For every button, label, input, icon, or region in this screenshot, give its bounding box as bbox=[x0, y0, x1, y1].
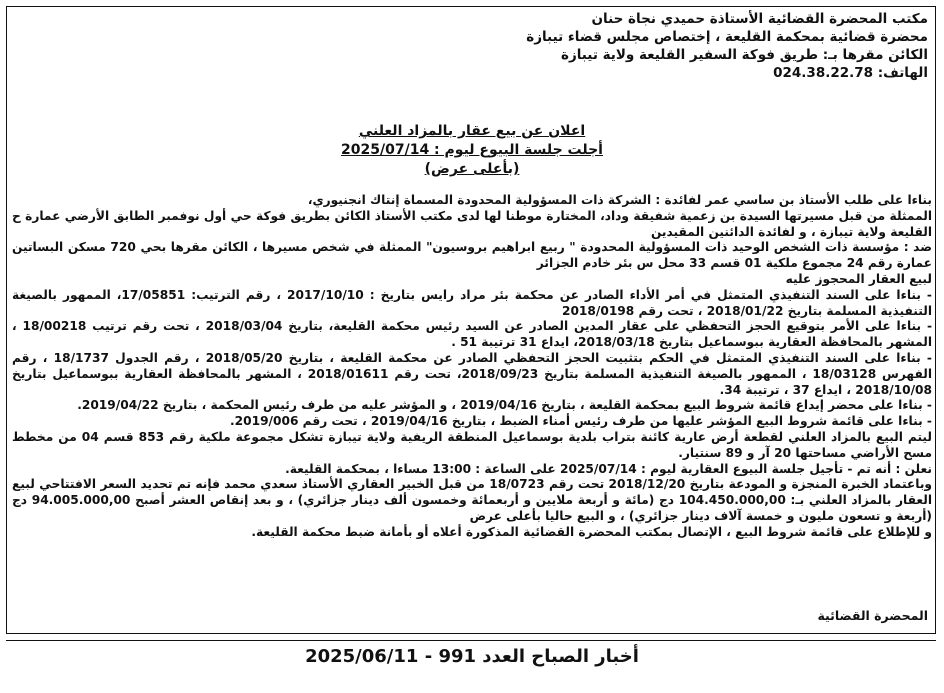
body-paragraph: - بناءا على قائمة شروط البيع المؤشر عليها من طرف رئيس أمناء الضبط ، بتاريخ 2019/04/16 ، تحت رقم 2019/006. bbox=[229, 414, 932, 429]
body-paragraph: - بناءا على الأمر بتوقيع الحجز التحفظي على عقار المدين الصادر عن السيد رئيس محكمة القليعة، بتاريخ 2018/03/04 ، تحت رقم ترتيب 18/00218 ، المشهر بالمحافظة العقارية ببوسماعيل بتاريخ 2018/03/18، ايداع 31 ترتيبة 51 . bbox=[12, 319, 932, 350]
phone-number: 024.38.22.78 bbox=[773, 65, 874, 81]
office-name: مكتب المحضرة القضائية الأستاذة حميدي نجاة حنان bbox=[591, 11, 928, 27]
notice-title-block bbox=[0, 122, 944, 179]
bailiff-office-header bbox=[278, 10, 928, 82]
notice-body bbox=[12, 193, 932, 541]
session-date-line: أجلت جلسة البيوع ليوم : 2025/07/14 bbox=[341, 142, 603, 158]
office-address: الكائن مقرها بـ: طريق فوكة السفير القليعة ولاية تيبازة bbox=[560, 47, 928, 63]
body-paragraph: بناءا على طلب الأستاذ بن ساسي عمر لفائدة : الشركة ذات المسؤولية المحدودة المسماة إنتاك انجنيوري، bbox=[307, 193, 932, 207]
signature: المحضرة القضائية bbox=[817, 608, 928, 623]
body-paragraph: - بناءا على السند التنفيذي المتمثل في الحكم بتثبيت الحجز التحفظي الصادر عن محكمة القليعة ، بتاريخ 2018/05/20 ، رقم الجدول 18/1737 ، رقم الفهرس 18/03128 ، الممهور بالصيغة التنفيذية المسلمة بتاريخ 2018/09/23، تحت رقم 2018/01611 ، المشهر بالمحافظة العقارية ببوسماعيل بتاريخ 2018/10/08 ، ايداع 37 ، ترتيبة 34. bbox=[12, 350, 932, 397]
body-paragraph: و للإطلاع على قائمة شروط البيع ، الإتصال بمكتب المحضرة القضائية المذكورة أعلاه أو بأمانة ضبط محكمة القليعة. bbox=[251, 524, 932, 539]
footer-divider bbox=[6, 640, 936, 641]
body-paragraph: - بناءا على محضر إيداع قائمة شروط البيع بمحكمة القليعة ، بتاريخ 2019/04/16 ، و المؤشر عليه من طرف رئيس المحكمة ، بتاريخ 2019/04/22. bbox=[77, 398, 932, 413]
body-paragraph: وباعتماد الخبرة المنجزة و المودعة بتاريخ 2018/12/20 تحت رقم 18/0723 من قبل الخبير العقاري الأستاذ سعدي محمد فإنه تم تحديد السعر الافتتاحي لبيع العقار بالمزاد العلني بـ: 104.450.000,00 دج (مائة و أربعة ملايين و أربعمائة وخمسون ألف دينار جزائري) ، و بعد إنقاص العشر أصبح 94.005.000,00 دج (أربعة و تسعون مليون و خمسة آلاف دينار جزائري) ، و البيع حاليا بأعلى عرض bbox=[12, 477, 933, 523]
office-jurisdiction: محضرة قضائية بمحكمة القليعة ، إختصاص مجلس قضاء تيبازة bbox=[526, 29, 928, 45]
body-paragraph: نعلن : أنه تم - تأجيل جلسة البيوع العقارية ليوم : 2025/07/14 على الساعة : 13:00 مساءا ، بمحكمة القليعة. bbox=[285, 461, 932, 476]
notice-title: اعلان عن بيع عقار بالمزاد العلني bbox=[358, 123, 586, 139]
newspaper-footer: أخبار الصباح العدد 991 - 2025/06/11 bbox=[305, 646, 639, 667]
body-paragraph: - بناءا على السند التنفيذي المتمثل في أمر الأداء الصادر عن محكمة بئر مراد رايس بتاريخ : 2017/10/10 ، رقم الترتيب: 17/05851، الممهور بالصيغة التنفيذية المسلمة بتاريخ 2018/01/22 ، تحت رقم 2018/0198 bbox=[12, 287, 932, 318]
highest-bid-note: (بأعلى عرض) bbox=[424, 161, 520, 177]
body-paragraph: ضد : مؤسسة ذات الشخص الوحيد ذات المسؤولية المحدودة " ربيع ابراهيم بروسيون" الممثلة في شخص مسيرها ، الكائن مقرها بحي 720 مسكن البساتين عمارة رقم 24 مجموع ملكية 01 قسم 33 محل س بئر خادم الجزائر bbox=[12, 240, 933, 271]
body-paragraph: لبيع العقار المحجوز عليه bbox=[785, 271, 932, 286]
phone-label: الهاتف: bbox=[877, 65, 928, 81]
body-paragraph: الممثلة من قبل مسيرتها السيدة بن زعمية شفيقة وداد، المختارة موطنا لها لدى مكتب الأستاذ الكائن بطريق فوكة حي أول نوفمبر الطابق الأرضي عمارة ح القليعة ولاية تيبازة ، و لفائدة الدائنين المقيدين bbox=[12, 208, 932, 239]
body-paragraph: ليتم البيع بالمزاد العلني لقطعة أرض عارية كائنة بتراب بلدية بوسماعيل المنطقة الريفية ولاية تيبازة تشكل مجموعة ملكية رقم 853 قسم 04 من مخطط مسح الأراضي مساحتها 20 آر و 89 سنتيار. bbox=[12, 429, 932, 460]
office-phone-line bbox=[278, 64, 928, 82]
